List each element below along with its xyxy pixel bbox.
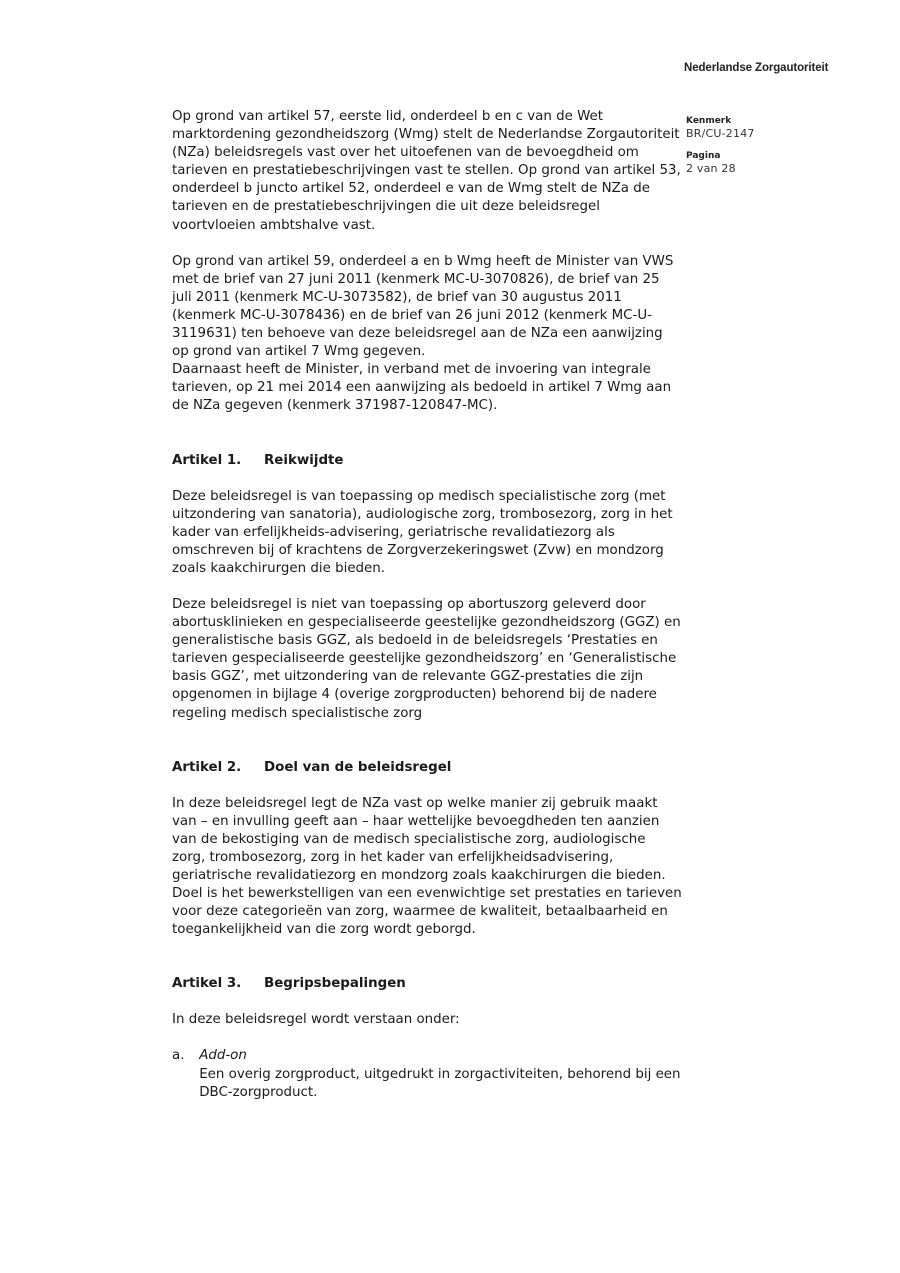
article-number: Artikel 1. [172, 452, 242, 468]
article-paragraph: Deze beleidsregel is van toepassing op medisch specialistische zorg (met uitzondering van sanatoria), audiologische zorg, trombosezorg, zorg in het kader van erfelijkheids-advisering, geriatrische revalidatiezorg als omschreven bij of krachtens de Zorgverzekeringswet (Zvw) en mondzorg zoals kaakchirurgen die bieden. [172, 488, 673, 576]
document-body [172, 108, 682, 1102]
pagina-value: 2 van 28 [686, 162, 736, 175]
article-title: Doel van de beleidsregel [264, 759, 452, 775]
organization-name: Nederlandse Zorgautoriteit [684, 62, 829, 74]
intro-paragraph: Op grond van artikel 59, onderdeel a en b Wmg heeft de Minister van VWS met de brief van 27 juni 2011 (kenmerk MC-U-3070826), de brief van 25 juli 2011 (kenmerk MC-U-3073582), de brief van 30 augustus 2011 (kenmerk MC-U-3078436) en de brief van 26 juni 2012 (kenmerk MC-U-3119631) ten behoeve van deze beleidsregel aan de NZa een aanwijzing op grond van artikel 7 Wmg gegeven. [172, 253, 674, 360]
article-title: Begripsbepalingen [264, 976, 406, 992]
article-title: Reikwijdte [264, 452, 344, 468]
definition-text: Een overig zorgproduct, uitgedrukt in zorgactiviteiten, behorend bij een DBC-zorgproduct. [199, 1066, 681, 1100]
article-paragraph: Deze beleidsregel is niet van toepassing op abortuszorg geleverd door abortusklinieken en gespecialiseerde geestelijke gezondheidszorg (GGZ) en generalistische basis GGZ, als bedoeld in de beleidsregels ‘Prestaties en tarieven gespecialiseerde geestelijke gezondheidszorg’ en ‘Generalistische basis GGZ’, met uitzondering van de relevante GGZ-prestaties die zijn opgenomen in bijlage 4 (overige zorgproducten) behorend bij de nadere regeling medisch specialistische zorg [172, 596, 681, 721]
article-paragraph: In deze beleidsregel legt de NZa vast op welke manier zij gebruik maakt van – en invulling geeft aan – haar wettelijke bevoegdheden ten aanzien van de bekostiging van de medisch specialistische zorg, audiologische zorg, trombosezorg, zorg in het kader van erfelijkheidsadvisering, geriatrische revalidatiezorg en mondzorg zoals kaakchirurgen die bieden. Doel is het bewerkstelligen van een evenwichtige set prestaties en tarieven voor deze categorieën van zorg, waarmee de kwaliteit, betaalbaarheid en toegankelijkheid van die zorg wordt geborgd. [172, 795, 682, 938]
kenmerk-value: BR/CU-2147 [686, 127, 755, 140]
article-number: Artikel 2. [172, 759, 242, 775]
definition-term: Add-on [199, 1048, 247, 1064]
kenmerk-label: Kenmerk [686, 116, 732, 126]
article-heading [172, 975, 682, 993]
intro-paragraph: Daarnaast heeft de Minister, in verband met de invoering van integrale tarieven, op 21 mei 2014 een aanwijzing als bedoeld in artikel 7 Wmg aan de NZa gegeven (kenmerk 371987-120847-MC). [172, 362, 672, 414]
definition-label: a. [172, 1048, 185, 1064]
pagina-label: Pagina [686, 151, 721, 161]
definition-item [172, 1047, 682, 1101]
article-heading [172, 759, 682, 777]
intro-paragraph: Op grond van artikel 57, eerste lid, onderdeel b en c van de Wet marktordening gezondheidszorg (Wmg) stelt de Nederlandse Zorgautoriteit (NZa) beleidsregels vast over het uitoefenen van de bevoegdheid om tarieven en prestatiebeschrijvingen vast te stellen. Op grond van artikel 53, onderdeel b juncto artikel 52, onderdeel e van de Wmg stelt de NZa de tarieven en de prestatiebeschrijvingen die uit deze beleidsregel voortvloeien ambtshalve vast. [172, 109, 681, 233]
pagina-block [686, 150, 736, 176]
article-number: Artikel 3. [172, 976, 242, 992]
article-paragraph: In deze beleidsregel wordt verstaan onder: [172, 1012, 460, 1028]
kenmerk-block [686, 115, 755, 141]
article-heading [172, 452, 682, 470]
